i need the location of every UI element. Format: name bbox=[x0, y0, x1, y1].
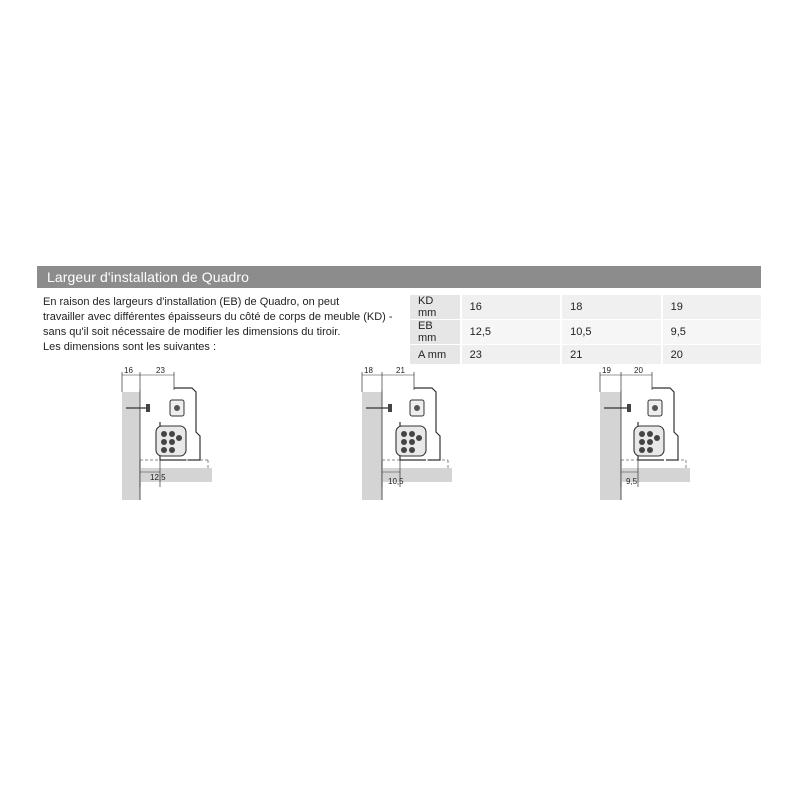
eb-label: 9,5 bbox=[626, 477, 638, 486]
a-label: 21 bbox=[396, 366, 405, 375]
row-label-kd: KD mm bbox=[410, 295, 461, 320]
diagram-drawing bbox=[122, 372, 212, 500]
dimension-table bbox=[410, 295, 761, 365]
row-label-eb: EB mm bbox=[410, 320, 461, 345]
kd-label: 19 bbox=[602, 366, 611, 375]
table-row bbox=[410, 295, 761, 320]
diagram-drawing bbox=[362, 372, 452, 500]
section-title: Largeur d'installation de Quadro bbox=[47, 269, 250, 285]
intro-line: travailler avec différentes épaisseurs du côté de corps de meuble (KD) - bbox=[43, 311, 393, 323]
installation-diagram-kd18 bbox=[352, 362, 472, 502]
a-label: 20 bbox=[634, 366, 643, 375]
table-cell: 19 bbox=[662, 295, 761, 320]
kd-label: 16 bbox=[124, 366, 133, 375]
table-cell: 18 bbox=[561, 295, 662, 320]
intro-line: En raison des largeurs d'installation (EB) de Quadro, on peut bbox=[43, 296, 340, 308]
diagram-drawing bbox=[600, 372, 690, 500]
intro-line: Les dimensions sont les suivantes : bbox=[43, 341, 217, 353]
table-cell: 10,5 bbox=[561, 320, 662, 345]
table-cell: 23 bbox=[461, 345, 562, 365]
intro-line: sans qu'il soit nécessaire de modifier les dimensions du tiroir. bbox=[43, 326, 341, 338]
eb-label: 12,5 bbox=[150, 473, 166, 482]
row-label-a: A mm bbox=[410, 345, 461, 365]
table-cell: 9,5 bbox=[662, 320, 761, 345]
table-cell: 21 bbox=[561, 345, 662, 365]
installation-diagram-kd19 bbox=[590, 362, 710, 502]
table-row bbox=[410, 320, 761, 345]
installation-diagram-kd16 bbox=[112, 362, 232, 502]
kd-label: 18 bbox=[364, 366, 373, 375]
table-cell: 20 bbox=[662, 345, 761, 365]
table-cell: 12,5 bbox=[461, 320, 562, 345]
section-header bbox=[37, 266, 761, 288]
table-cell: 16 bbox=[461, 295, 562, 320]
eb-label: 10,5 bbox=[388, 477, 404, 486]
a-label: 23 bbox=[156, 366, 165, 375]
intro-text bbox=[43, 295, 408, 355]
